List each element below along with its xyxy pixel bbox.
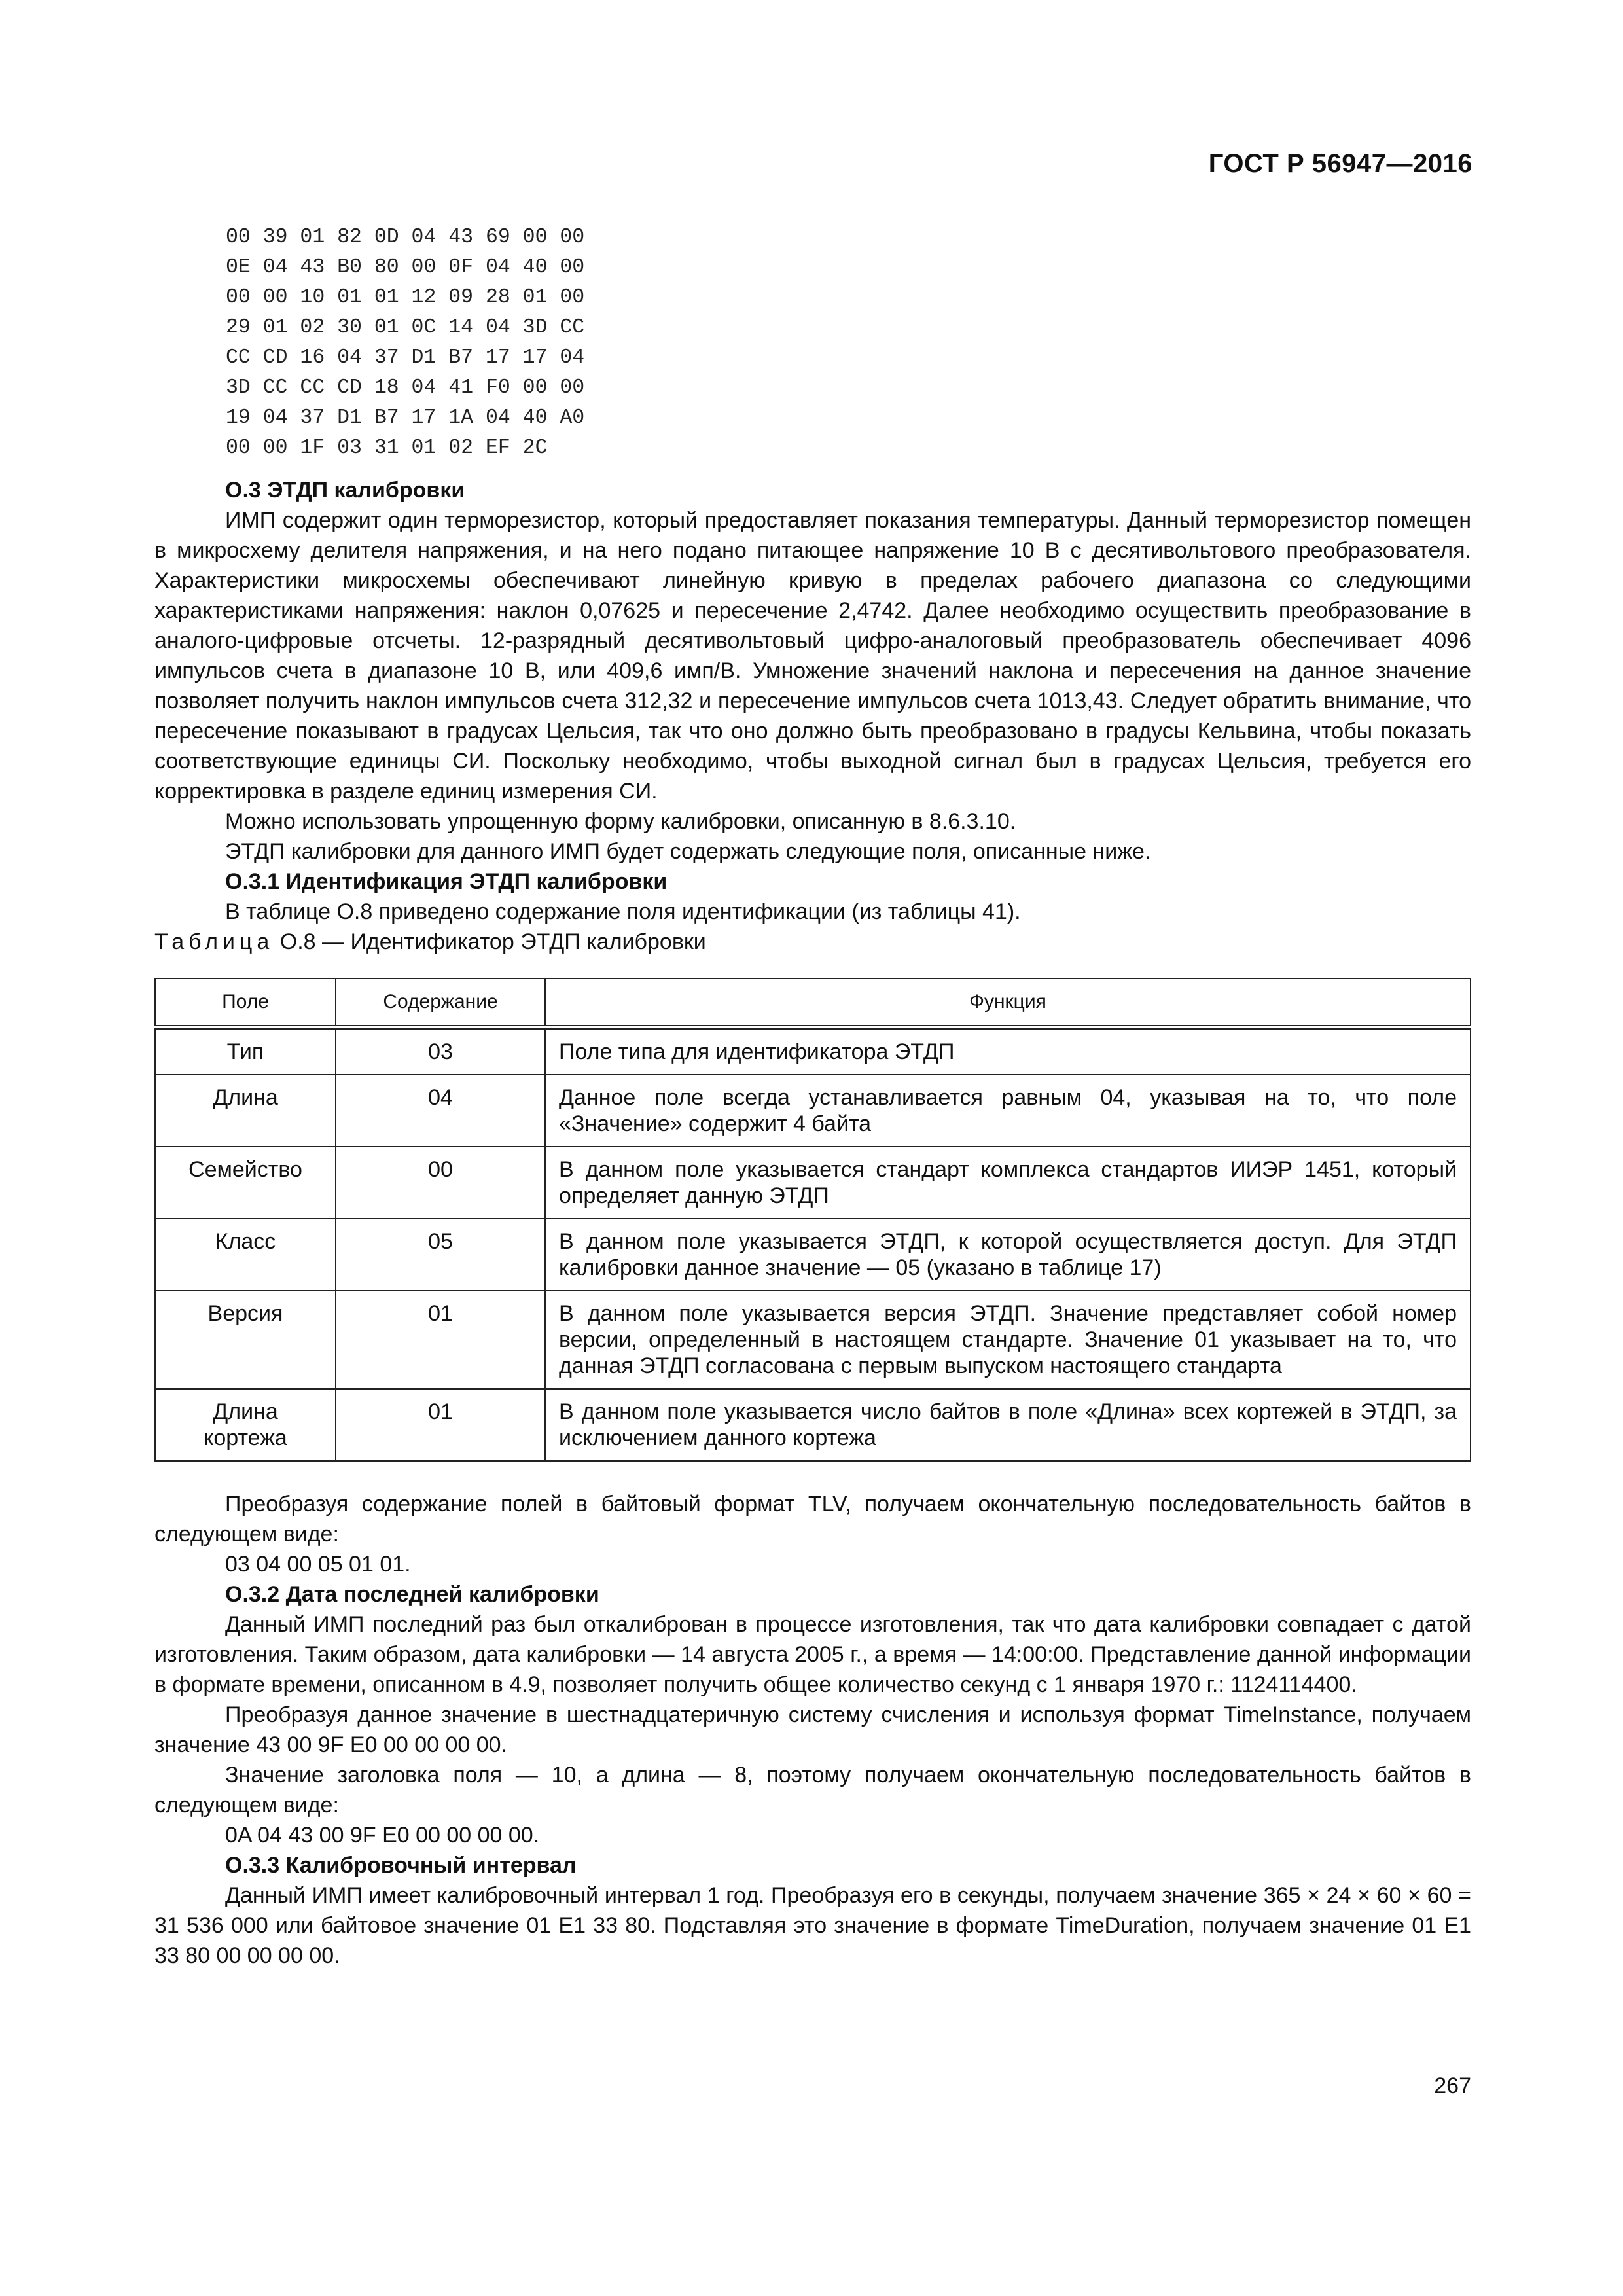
hex-line: 19 04 37 D1 B7 17 1A 04 40 A0 [226, 406, 585, 429]
paragraph: Можно использовать упрощенную форму калибровки, описанную в 8.6.3.10. [225, 809, 1016, 834]
paragraph: В таблице О.8 приведено содержание поля идентификации (из таблицы 41). [225, 899, 1021, 924]
table-cell-function: Данное поле всегда устанавливается равным 04, указывая на то, что поле «Значение» содержит 4 байта [545, 1075, 1471, 1147]
column-header-field: Поле [155, 978, 336, 1028]
paragraph: Преобразуя данное значение в шестнадцатеричную систему счисления и используя формат TimeInstance, получаем значение 43 00 9F E0 00 00 00 00. [154, 1702, 1471, 1757]
hex-line: 00 00 1F 03 31 01 02 EF 2C [226, 437, 548, 459]
table-caption-title: О.8 — Идентификатор ЭТДП калибровки [279, 929, 706, 954]
hex-dump-block [226, 223, 584, 463]
table-cell-content: 00 [336, 1147, 545, 1219]
table-row [155, 1219, 1471, 1291]
table-cell-field: Семейство [155, 1147, 336, 1219]
table-cell-content: 01 [336, 1389, 545, 1461]
table-cell-function: В данном поле указывается ЭТДП, к которой осуществляется доступ. Для ЭТДП калибровки данное значение — 05 (указано в таблице 17) [545, 1219, 1471, 1291]
section-heading-o31: О.3.1 Идентификация ЭТДП калибровки [225, 869, 668, 894]
document-id-header: ГОСТ Р 56947—2016 [1208, 149, 1472, 178]
byte-sequence: 0A 04 43 00 9F E0 00 00 00 00. [225, 1823, 540, 1848]
table-cell-content: 03 [336, 1028, 545, 1075]
column-header-content: Содержание [336, 978, 545, 1028]
table-header-row [155, 978, 1471, 1028]
table-row [155, 1389, 1471, 1461]
hex-line: 29 01 02 30 01 0C 14 04 3D CC [226, 316, 585, 339]
column-header-function: Функция [545, 978, 1471, 1028]
table-row [155, 1291, 1471, 1389]
table-cell-content: 04 [336, 1075, 545, 1147]
table-cell-field: Длина [155, 1075, 336, 1147]
table-cell-field: Класс [155, 1219, 336, 1291]
byte-sequence: 03 04 00 05 01 01. [225, 1552, 411, 1577]
hex-line: CC CD 16 04 37 D1 B7 17 17 04 [226, 346, 585, 369]
table-caption [154, 927, 1471, 957]
table-cell-function: В данном поле указывается число байтов в поле «Длина» всех кортежей в ЭТДП, за исключением данного кортежа [545, 1389, 1471, 1461]
table-cell-field: Тип [155, 1028, 336, 1075]
hex-line: 0E 04 43 B0 80 00 0F 04 40 00 [226, 256, 585, 279]
table-cell-function: В данном поле указывается стандарт комплекса стандартов ИИЭР 1451, который определяет данную ЭТДП [545, 1147, 1471, 1219]
table-cell-content: 01 [336, 1291, 545, 1389]
section-heading-o33: О.3.3 Калибровочный интервал [225, 1853, 577, 1878]
paragraph: Данный ИМП последний раз был откалиброван в процессе изготовления, так что дата калибровки совпадает с датой изготовления. Таким образом, дата калибровки — 14 августа 2005 г., а время — 14:00:00. Представление данной информации в формате времени, описанном в 4.9, позволяет получить общее количество секунд с 1 января 1970 г.: 1124114400. [154, 1612, 1471, 1697]
table-cell-field: Версия [155, 1291, 336, 1389]
hex-line: 3D CC CC CD 18 04 41 F0 00 00 [226, 376, 585, 399]
section-heading-o3: О.3 ЭТДП калибровки [225, 478, 465, 503]
table-row [155, 1147, 1471, 1219]
paragraph: ЭТДП калибровки для данного ИМП будет содержать следующие поля, описанные ниже. [225, 839, 1151, 864]
table-row [155, 1075, 1471, 1147]
table-caption-word: Таблица [154, 929, 274, 954]
paragraph: Данный ИМП имеет калибровочный интервал 1 год. Преобразуя его в секунды, получаем значение 365 × 24 × 60 × 60 = 31 536 000 или байтовое значение 01 E1 33 80. Подставляя это значение в формате TimeDuration, получаем значение 01 E1 33 80 00 00 00 00. [154, 1883, 1471, 1968]
table-cell-field: Длина кортежа [155, 1389, 336, 1461]
section-heading-o32: О.3.2 Дата последней калибровки [225, 1582, 599, 1607]
page-number: 267 [1434, 2073, 1471, 2098]
table-cell-function: В данном поле указывается версия ЭТДП. Значение представляет собой номер версии, определенный в настоящем стандарте. Значение 01 указывает на то, что данная ЭТДП согласована с первым выпуском настоящего стандарта [545, 1291, 1471, 1389]
table-cell-function: Поле типа для идентификатора ЭТДП [545, 1028, 1471, 1075]
document-body [154, 475, 1471, 1971]
hex-line: 00 00 10 01 01 12 09 28 01 00 [226, 286, 585, 309]
paragraph: ИМП содержит один терморезистор, который предоставляет показания температуры. Данный терморезистор помещен в микросхему делителя напряжения, и на него подано питающее напряжение 10 В с десятивольтового преобразователя. Характеристики микросхемы обеспечивают линейную кривую в пределах рабочего диапазона со следующими характеристиками напряжения: наклон 0,07625 и пересечение 2,4742. Далее необходимо осуществить преобразование в аналого-цифровые отсчеты. 12-разрядный десятивольтовый цифро-аналоговый преобразователь обеспечивает 4096 импульсов счета в диапазоне 10 В, или 409,6 имп/В. Умножение значений наклона и пересечения на данное значение позволяет получить наклон импульсов счета 312,32 и пересечение импульсов счета 1013,43. Следует обратить внимание, что пересечение показывают в градусах Цельсия, так что оно должно быть преобразовано в градусы Кельвина, чтобы показать соответствующие единицы СИ. Поскольку необходимо, чтобы выходной сигнал был в градусах Цельсия, требуется его корректировка в разделе единиц измерения СИ. [154, 508, 1471, 804]
table-cell-content: 05 [336, 1219, 545, 1291]
paragraph: Значение заголовка поля — 10, а длина — 8, поэтому получаем окончательную последовательность байтов в следующем виде: [154, 1763, 1471, 1818]
identification-table [154, 978, 1471, 1462]
table-row [155, 1028, 1471, 1075]
paragraph: Преобразуя содержание полей в байтовый формат TLV, получаем окончательную последовательность байтов в следующем виде: [154, 1492, 1471, 1547]
hex-line: 00 39 01 82 0D 04 43 69 00 00 [226, 226, 585, 249]
